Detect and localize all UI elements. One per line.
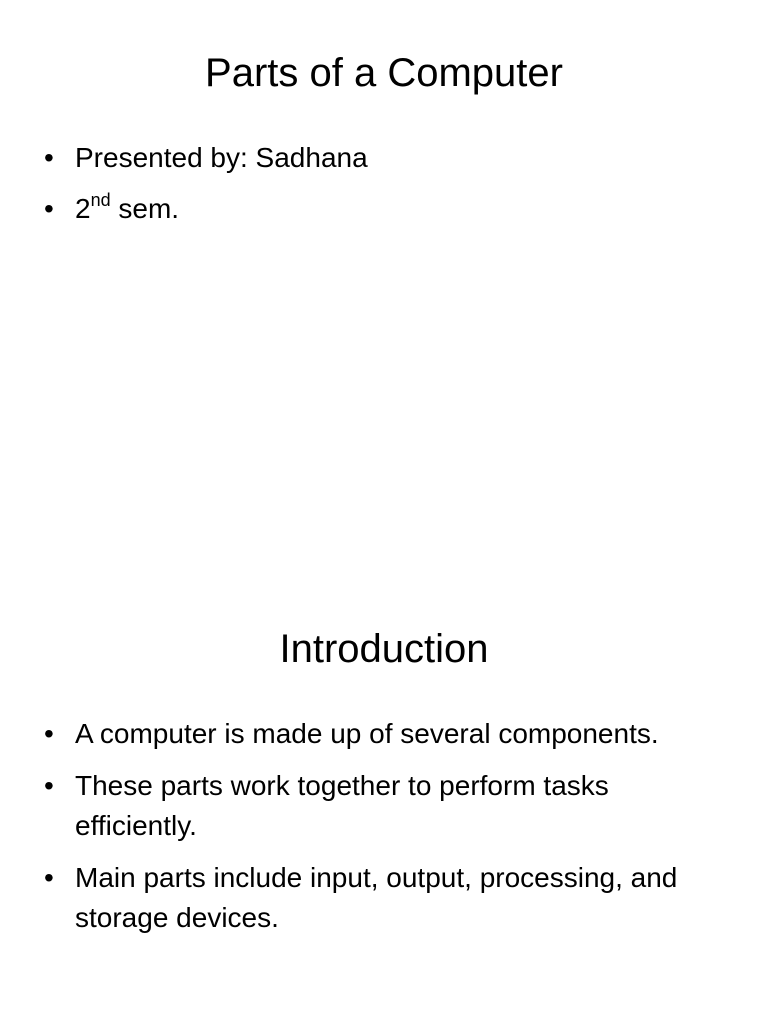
bullet-icon: • bbox=[44, 718, 54, 749]
bullet-item-presenter bbox=[44, 138, 724, 178]
bullet-list bbox=[44, 714, 724, 950]
bullet-item-semester bbox=[44, 189, 724, 229]
slide-introduction bbox=[0, 576, 768, 1024]
bullet-item bbox=[44, 714, 724, 754]
semester-ordinal-suffix: nd bbox=[90, 190, 111, 210]
bullet-item bbox=[44, 858, 724, 938]
slide-title: Introduction bbox=[279, 627, 489, 671]
bullet-icon: • bbox=[44, 770, 54, 801]
semester-label: sem. bbox=[110, 193, 180, 224]
bullet-icon: • bbox=[44, 142, 54, 173]
semester-number: 2 bbox=[75, 193, 91, 224]
bullet-text: These parts work together to perform tasks efficiently. bbox=[75, 770, 609, 841]
bullet-text: A computer is made up of several components. bbox=[75, 718, 659, 749]
bullet-item bbox=[44, 766, 724, 846]
slide-title: Parts of a Computer bbox=[205, 51, 563, 95]
bullet-list bbox=[44, 138, 724, 240]
bullet-icon: • bbox=[44, 193, 54, 224]
bullet-text: Main parts include input, output, processing, and storage devices. bbox=[75, 862, 678, 933]
bullet-text: Presented by: Sadhana bbox=[75, 142, 368, 173]
bullet-icon: • bbox=[44, 862, 54, 893]
